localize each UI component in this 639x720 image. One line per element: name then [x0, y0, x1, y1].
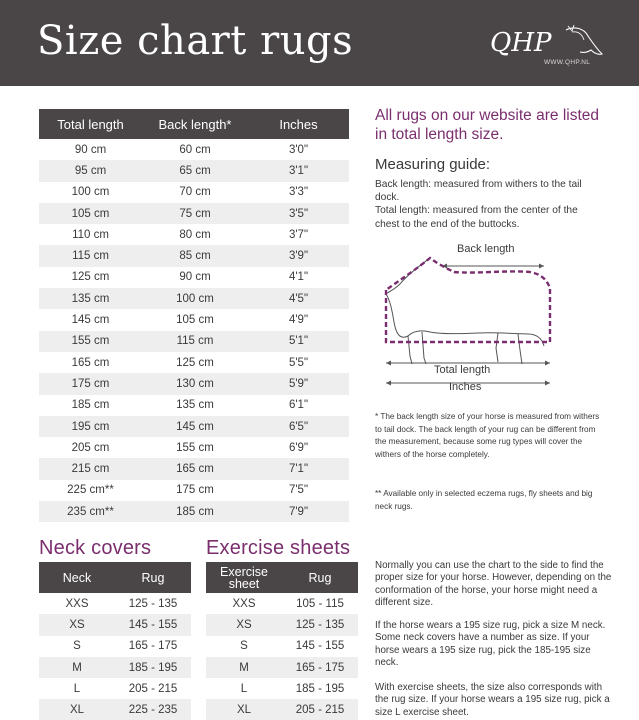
- inches-cell: 7'5": [288, 484, 309, 497]
- back-length-cell: 145 cm: [142, 416, 248, 437]
- total-length-cell: 175 cm: [39, 373, 142, 394]
- total-length-cell: 90 cm: [74, 143, 107, 156]
- qhp-logo: [488, 22, 608, 72]
- table-row: [39, 245, 349, 266]
- rug-range-cell: 125 - 135: [128, 597, 178, 610]
- total-length-cell: 135 cm: [39, 288, 142, 309]
- footnote-back-length: * The back length size of your horse is measured from withers to tail dock. The back length of your rug can be different from the measurement, because some rug types will cover the withers of the horse completely.: [375, 412, 600, 459]
- back-length-cell: 165 cm: [142, 458, 248, 479]
- logo-url: WWW.QHP.NL: [544, 59, 591, 66]
- table-row: [39, 416, 349, 437]
- back-length-cell: 105 cm: [176, 314, 214, 327]
- back-length-cell: 155 cm: [176, 441, 214, 454]
- table-row: [39, 678, 191, 699]
- neck-size-cell: XXS: [65, 597, 89, 610]
- rug-range-cell: 165 - 175: [128, 640, 178, 653]
- measuring-guide-text: [375, 178, 595, 231]
- inches-cell: 7'9": [248, 501, 349, 522]
- table-row: [39, 501, 349, 522]
- exercise-size-cell: L: [240, 682, 248, 695]
- exercise-size-cell: XS: [206, 614, 282, 635]
- table-row: [206, 636, 358, 657]
- total-length-cell: 185 cm: [71, 399, 110, 412]
- inches-cell: 4'9": [288, 314, 309, 327]
- neck-size-cell: M: [39, 657, 115, 678]
- total-length-cell: 115 cm: [39, 245, 142, 266]
- table-header-row: [39, 562, 191, 593]
- total-length-label: Total length: [434, 364, 491, 376]
- total-length-cell: 235 cm**: [39, 501, 142, 522]
- exercise-size-cell: M: [206, 657, 282, 678]
- exercise-size-cell: S: [240, 640, 248, 653]
- footnote-availability: ** Available only in selected eczema rugs, fly sheets and big neck rugs.: [375, 489, 593, 511]
- back-length-cell: 185 cm: [142, 501, 248, 522]
- measuring-diagram: [378, 238, 568, 398]
- neck-cover-advice-paragraph: If the horse wears a 195 size rug, pick a size M neck. Some neck covers have a number as size. If your horse wears a 195 size rug, pick the 185-195 size neck.: [375, 620, 606, 669]
- table-row: [39, 309, 349, 330]
- table-row: [39, 373, 349, 394]
- back-length-cell: 65 cm: [142, 160, 248, 181]
- table-row: [39, 458, 349, 479]
- rug-range-cell: 105 - 115: [296, 597, 344, 610]
- table-row: [39, 593, 191, 614]
- table-header-row: [206, 562, 358, 593]
- back-length-cell: 130 cm: [142, 373, 248, 394]
- sizing-advice-paragraph: Normally you can use the chart to the side to find the proper size for your horse. However, depending on the conformation of the horse, your horse might need a different size.: [375, 560, 612, 609]
- exercise-size-cell: XL: [206, 699, 282, 720]
- table-row: [39, 437, 349, 458]
- table-row: [39, 160, 349, 181]
- exercise-sheets-title: Exercise sheets: [206, 537, 351, 559]
- back-length-cell: 75 cm: [142, 203, 248, 224]
- table-row: [206, 593, 358, 614]
- table-row: [39, 657, 191, 678]
- rug-range-cell: 145 - 155: [115, 614, 191, 635]
- total-length-cell: 205 cm: [71, 441, 110, 454]
- inches-label: Inches: [449, 381, 482, 393]
- exercise-sheets-table: [206, 562, 358, 720]
- inches-cell: 4'5": [248, 288, 349, 309]
- table-row: [39, 331, 349, 352]
- inches-cell: 3'9": [248, 245, 349, 266]
- total-length-cell: 145 cm: [71, 314, 110, 327]
- total-length-cell: 195 cm: [39, 416, 142, 437]
- column-header-neck: Neck: [39, 562, 115, 593]
- column-header-rug: Rug: [115, 562, 191, 593]
- back-length-cell: 85 cm: [142, 245, 248, 266]
- measuring-guide-title: Measuring guide:: [375, 156, 491, 173]
- table-row: [206, 614, 358, 635]
- neck-size-cell: S: [73, 640, 81, 653]
- neck-covers-title: Neck covers: [39, 537, 152, 559]
- rug-range-cell: 125 - 135: [282, 614, 358, 635]
- logo-text: QHP: [490, 28, 552, 58]
- inches-cell: 3'0": [288, 143, 309, 156]
- column-header-exercise-sheet: Exercise sheet: [206, 562, 282, 593]
- inches-cell: 6'9": [288, 441, 309, 454]
- back-length-label: Back length: [457, 243, 515, 255]
- inches-cell: 4'1": [288, 271, 309, 284]
- table-row: [206, 657, 358, 678]
- table-row: [39, 614, 191, 635]
- table-row: [39, 395, 349, 416]
- column-header-inches: Inches: [248, 109, 349, 139]
- total-length-cell: 215 cm: [39, 458, 142, 479]
- column-header-rug: Rug: [282, 562, 358, 593]
- neck-size-cell: XS: [39, 614, 115, 635]
- exercise-sheet-advice-paragraph: With exercise sheets, the size also corresponds with the rug size. If your horse wears a 195 size rug, pick a size L exercise sheet.: [375, 682, 610, 718]
- inches-cell: 6'5": [248, 416, 349, 437]
- rug-range-cell: 145 - 155: [295, 640, 345, 653]
- total-length-cell: 100 cm: [71, 186, 110, 199]
- rug-range-cell: 185 - 195: [115, 657, 191, 678]
- table-row: [206, 699, 358, 720]
- back-length-definition: Back length: measured from withers to the tail dock.: [375, 179, 582, 204]
- back-length-cell: 100 cm: [142, 288, 248, 309]
- inches-cell: 5'9": [248, 373, 349, 394]
- back-length-cell: 70 cm: [179, 186, 211, 199]
- inches-cell: 3'7": [288, 228, 309, 241]
- page-title: Size chart rugs: [37, 18, 354, 64]
- back-length-cell: 90 cm: [179, 271, 211, 284]
- total-length-cell: 225 cm**: [67, 484, 114, 497]
- total-length-cell: 165 cm: [71, 356, 110, 369]
- rug-range-cell: 185 - 195: [295, 682, 345, 695]
- total-length-cell: 125 cm: [71, 271, 110, 284]
- inches-cell: 5'1": [248, 331, 349, 352]
- page-header: [0, 0, 639, 86]
- inches-cell: 7'1": [248, 458, 349, 479]
- total-length-cell: 155 cm: [39, 331, 142, 352]
- total-length-cell: 95 cm: [39, 160, 142, 181]
- table-row: [39, 288, 349, 309]
- table-row: [39, 224, 349, 245]
- rug-range-cell: 205 - 215: [282, 699, 358, 720]
- neck-covers-table: [39, 562, 191, 720]
- table-row: [39, 480, 349, 501]
- table-row: [39, 267, 349, 288]
- back-length-cell: 115 cm: [142, 331, 248, 352]
- total-length-definition: Total length: measured from the center of the chest to the end of the buttocks.: [375, 205, 578, 230]
- table-row: [39, 352, 349, 373]
- total-length-cell: 110 cm: [72, 228, 109, 241]
- table-row: [39, 636, 191, 657]
- inches-cell: 5'5": [288, 356, 309, 369]
- back-length-cell: 135 cm: [176, 399, 214, 412]
- rug-range-cell: 225 - 235: [115, 699, 191, 720]
- inches-cell: 6'1": [288, 399, 309, 412]
- back-length-cell: 60 cm: [179, 143, 211, 156]
- rug-outline: [386, 258, 550, 342]
- website-size-note: All rugs on our website are listed in total length size.: [375, 107, 600, 143]
- column-header-back-length: Back length*: [142, 109, 248, 139]
- inches-cell: 3'5": [248, 203, 349, 224]
- inches-cell: 3'1": [248, 160, 349, 181]
- neck-size-cell: L: [73, 682, 81, 695]
- neck-size-cell: XL: [39, 699, 115, 720]
- exercise-size-cell: XXS: [232, 597, 256, 610]
- inches-cell: 3'3": [288, 186, 309, 199]
- table-row: [39, 203, 349, 224]
- total-length-cell: 105 cm: [39, 203, 142, 224]
- rug-range-cell: 205 - 215: [128, 682, 178, 695]
- table-row: [39, 182, 349, 203]
- back-length-cell: 80 cm: [179, 228, 211, 241]
- table-row: [39, 699, 191, 720]
- table-row: [39, 139, 349, 160]
- back-length-cell: 175 cm: [176, 484, 214, 497]
- column-header-total-length: Total length: [39, 109, 142, 139]
- rug-size-table: [39, 109, 349, 522]
- back-length-cell: 125 cm: [176, 356, 214, 369]
- table-header-row: [39, 109, 349, 139]
- rug-range-cell: 165 - 175: [282, 657, 358, 678]
- table-row: [206, 678, 358, 699]
